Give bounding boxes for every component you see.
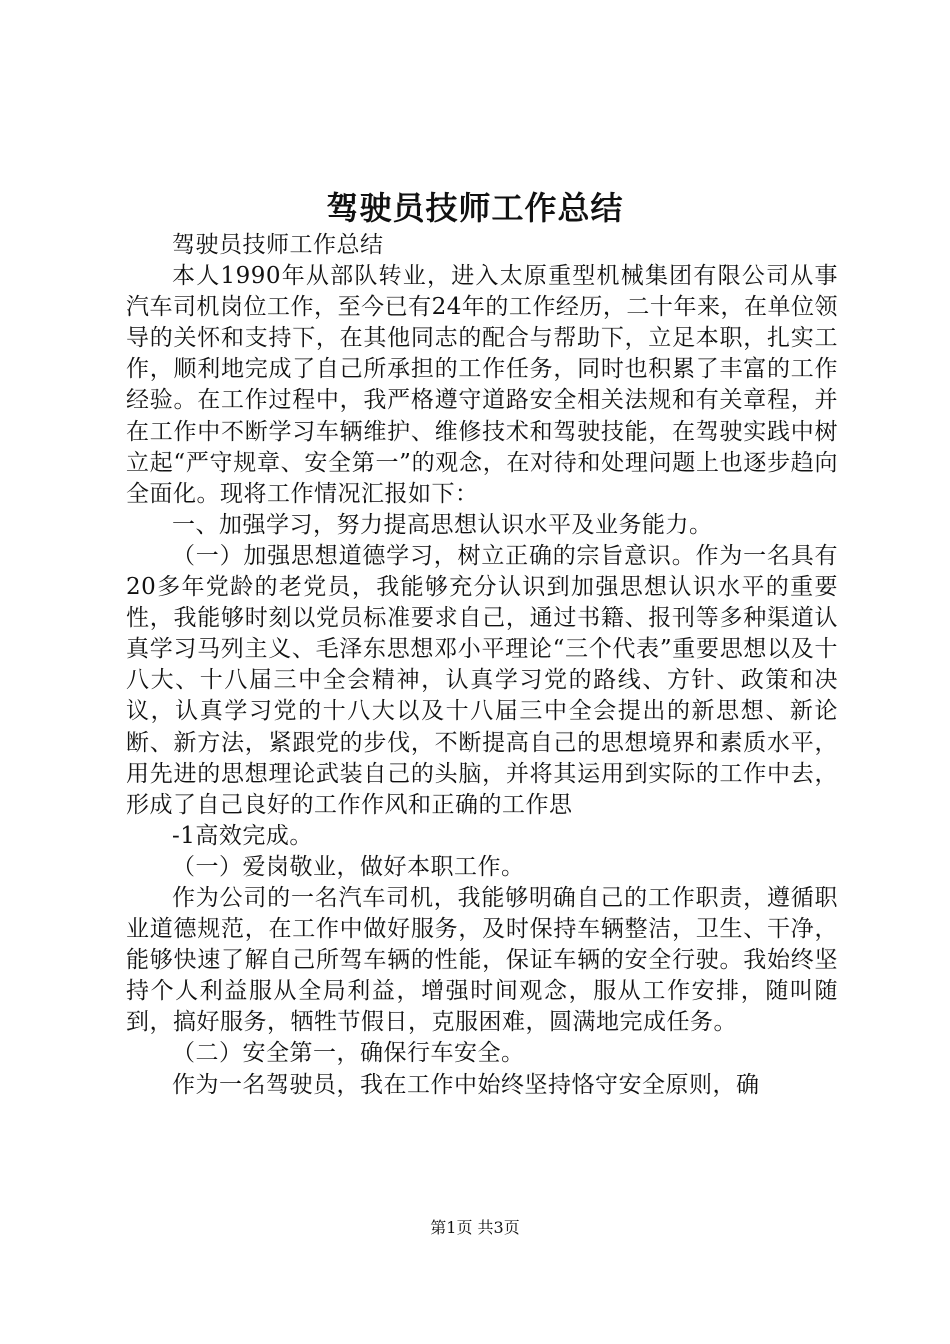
paragraph-heading-repeat: 驾驶员技师工作总结 (172, 232, 384, 258)
document-title: 驾驶员技师工作总结 (326, 189, 624, 227)
paragraph-section-1: 一、加强学习，努力提高思想认识水平及业务能力。 (172, 511, 713, 538)
paragraph-job-duties: 作为公司的一名汽车司机，我能够明确自己的工作职责，遵循职业道德规范，在工作中做好服务，及时保持车辆整洁，卫生、干净，能够快速了解自己所驾车辆的性能，保证车辆的安全行驶。我始终坚持个人利益服从全局利益，增强时间观念，服从工作安排，随叫随到，搞好服务，牺牲节假日，克服困难，圆满地完成任务。 (126, 884, 838, 1036)
paragraph-subsection-1: （一）加强思想道德学习，树立正确的宗旨意识。作为一名具有20多年党龄的老党员，我能够充分认识到加强思想认识水平的重要性，我能够时刻以党员标准要求自己，通过书籍、报刊等多种渠道认真学习马列主义、毛泽东思想邓小平理论“三个代表”重要思想以及十八大、十八届三中全会精神，认真学习党的路线、方针、政策和决议，认真学习党的十八大以及十八届三中全会提出的新思想、新论断、新方法，紧跟党的步伐，不断提高自己的思想境界和素质水平，用先进的思想理论武装自己的头脑，并将其运用到实际的工作中去，形成了自己良好的工作作风和正确的工作思 (126, 542, 838, 818)
paragraph-subsection-job: （一）爱岗敬业，做好本职工作。 (172, 853, 525, 880)
document-body (126, 230, 838, 1101)
paragraph-subsection-safety: （二）安全第一，确保行车安全。 (172, 1040, 525, 1067)
paragraph-safety: 作为一名驾驶员，我在工作中始终坚持恪守安全原则，确 (172, 1071, 760, 1098)
paragraph-intro: 本人1990年从部队转业，进入太原重型机械集团有限公司从事汽车司机岗位工作，至今已有24年的工作经历，二十年来，在单位领导的关怀和支持下，在其他同志的配合与帮助下，立足本职，扎实工作，顺利地完成了自己所承担的工作任务，同时也积累了丰富的工作经验。在工作过程中，我严格遵守道路安全相关法规和有关章程，并在工作中不断学习车辆维护、维修技术和驾驶技能，在驾驶实践中树立起“严守规章、安全第一”的观念，在对待和处理问题上也逐步趋向全面化。现将工作情况汇报如下： (126, 263, 838, 507)
paragraph-fragment: -1高效完成。 (172, 822, 313, 849)
page-footer: 第1页 共3页 (430, 1218, 520, 1237)
